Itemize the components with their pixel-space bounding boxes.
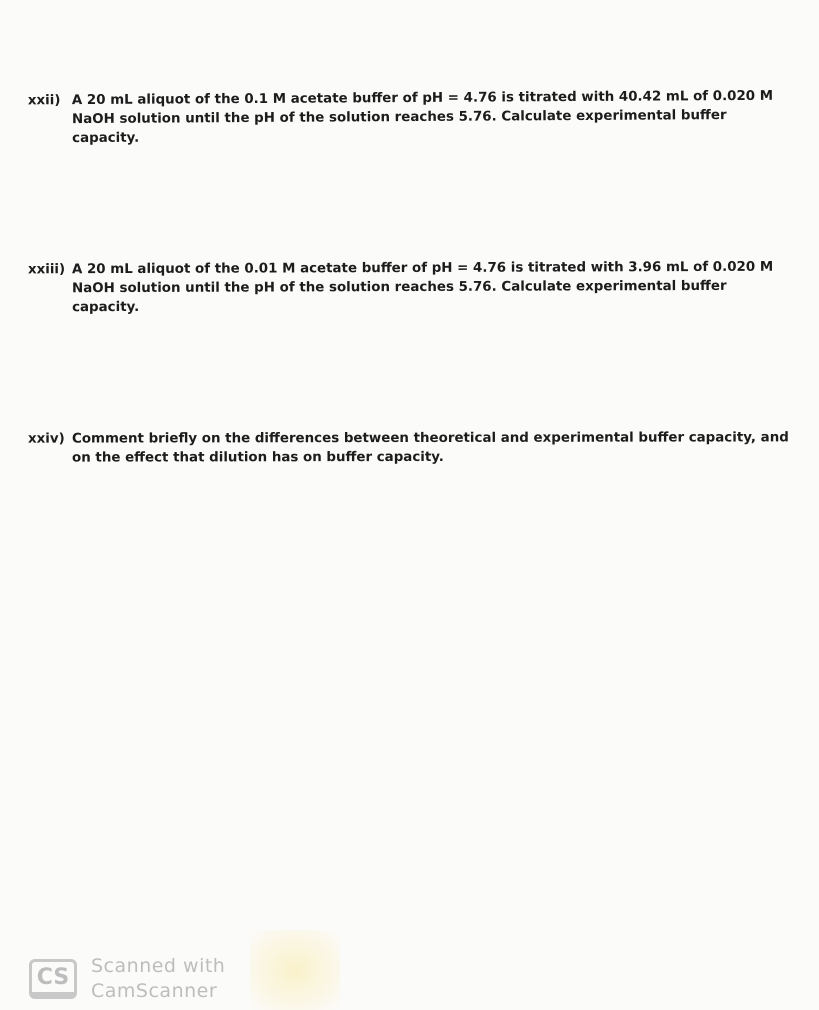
camscanner-watermark (29, 954, 225, 1004)
question-xxii (28, 87, 798, 149)
question-number: xxii) (27, 93, 61, 109)
camscanner-logo-icon: CS (29, 959, 77, 999)
question-xxiv (28, 428, 798, 467)
question-number: xxiv) (27, 431, 65, 447)
question-text: A 20 mL aliquot of the 0.01 M acetate buffer of pH = 4.76 is titrated with 3.96 mL of 0.020 M NaOH solution until the pH of the solution reaches 5.76. Calculate experimental buffer capacity. (71, 259, 774, 316)
question-xxiii (28, 258, 798, 318)
question-number: xxiii) (27, 262, 66, 278)
paper-stain (250, 930, 340, 1010)
watermark-line2: CamScanner (91, 980, 218, 1002)
watermark-line1: Scanned with (91, 955, 226, 977)
question-text: Comment briefly on the differences between theoretical and experimental buffer capacity, and on the effect that dilution has on buffer capacity. (71, 430, 789, 466)
question-text: A 20 mL aliquot of the 0.1 M acetate buffer of pH = 4.76 is titrated with 40.42 mL of 0.020 M NaOH solution until the pH of the solution reaches 5.76. Calculate experimental buffer capacity. (71, 88, 774, 147)
